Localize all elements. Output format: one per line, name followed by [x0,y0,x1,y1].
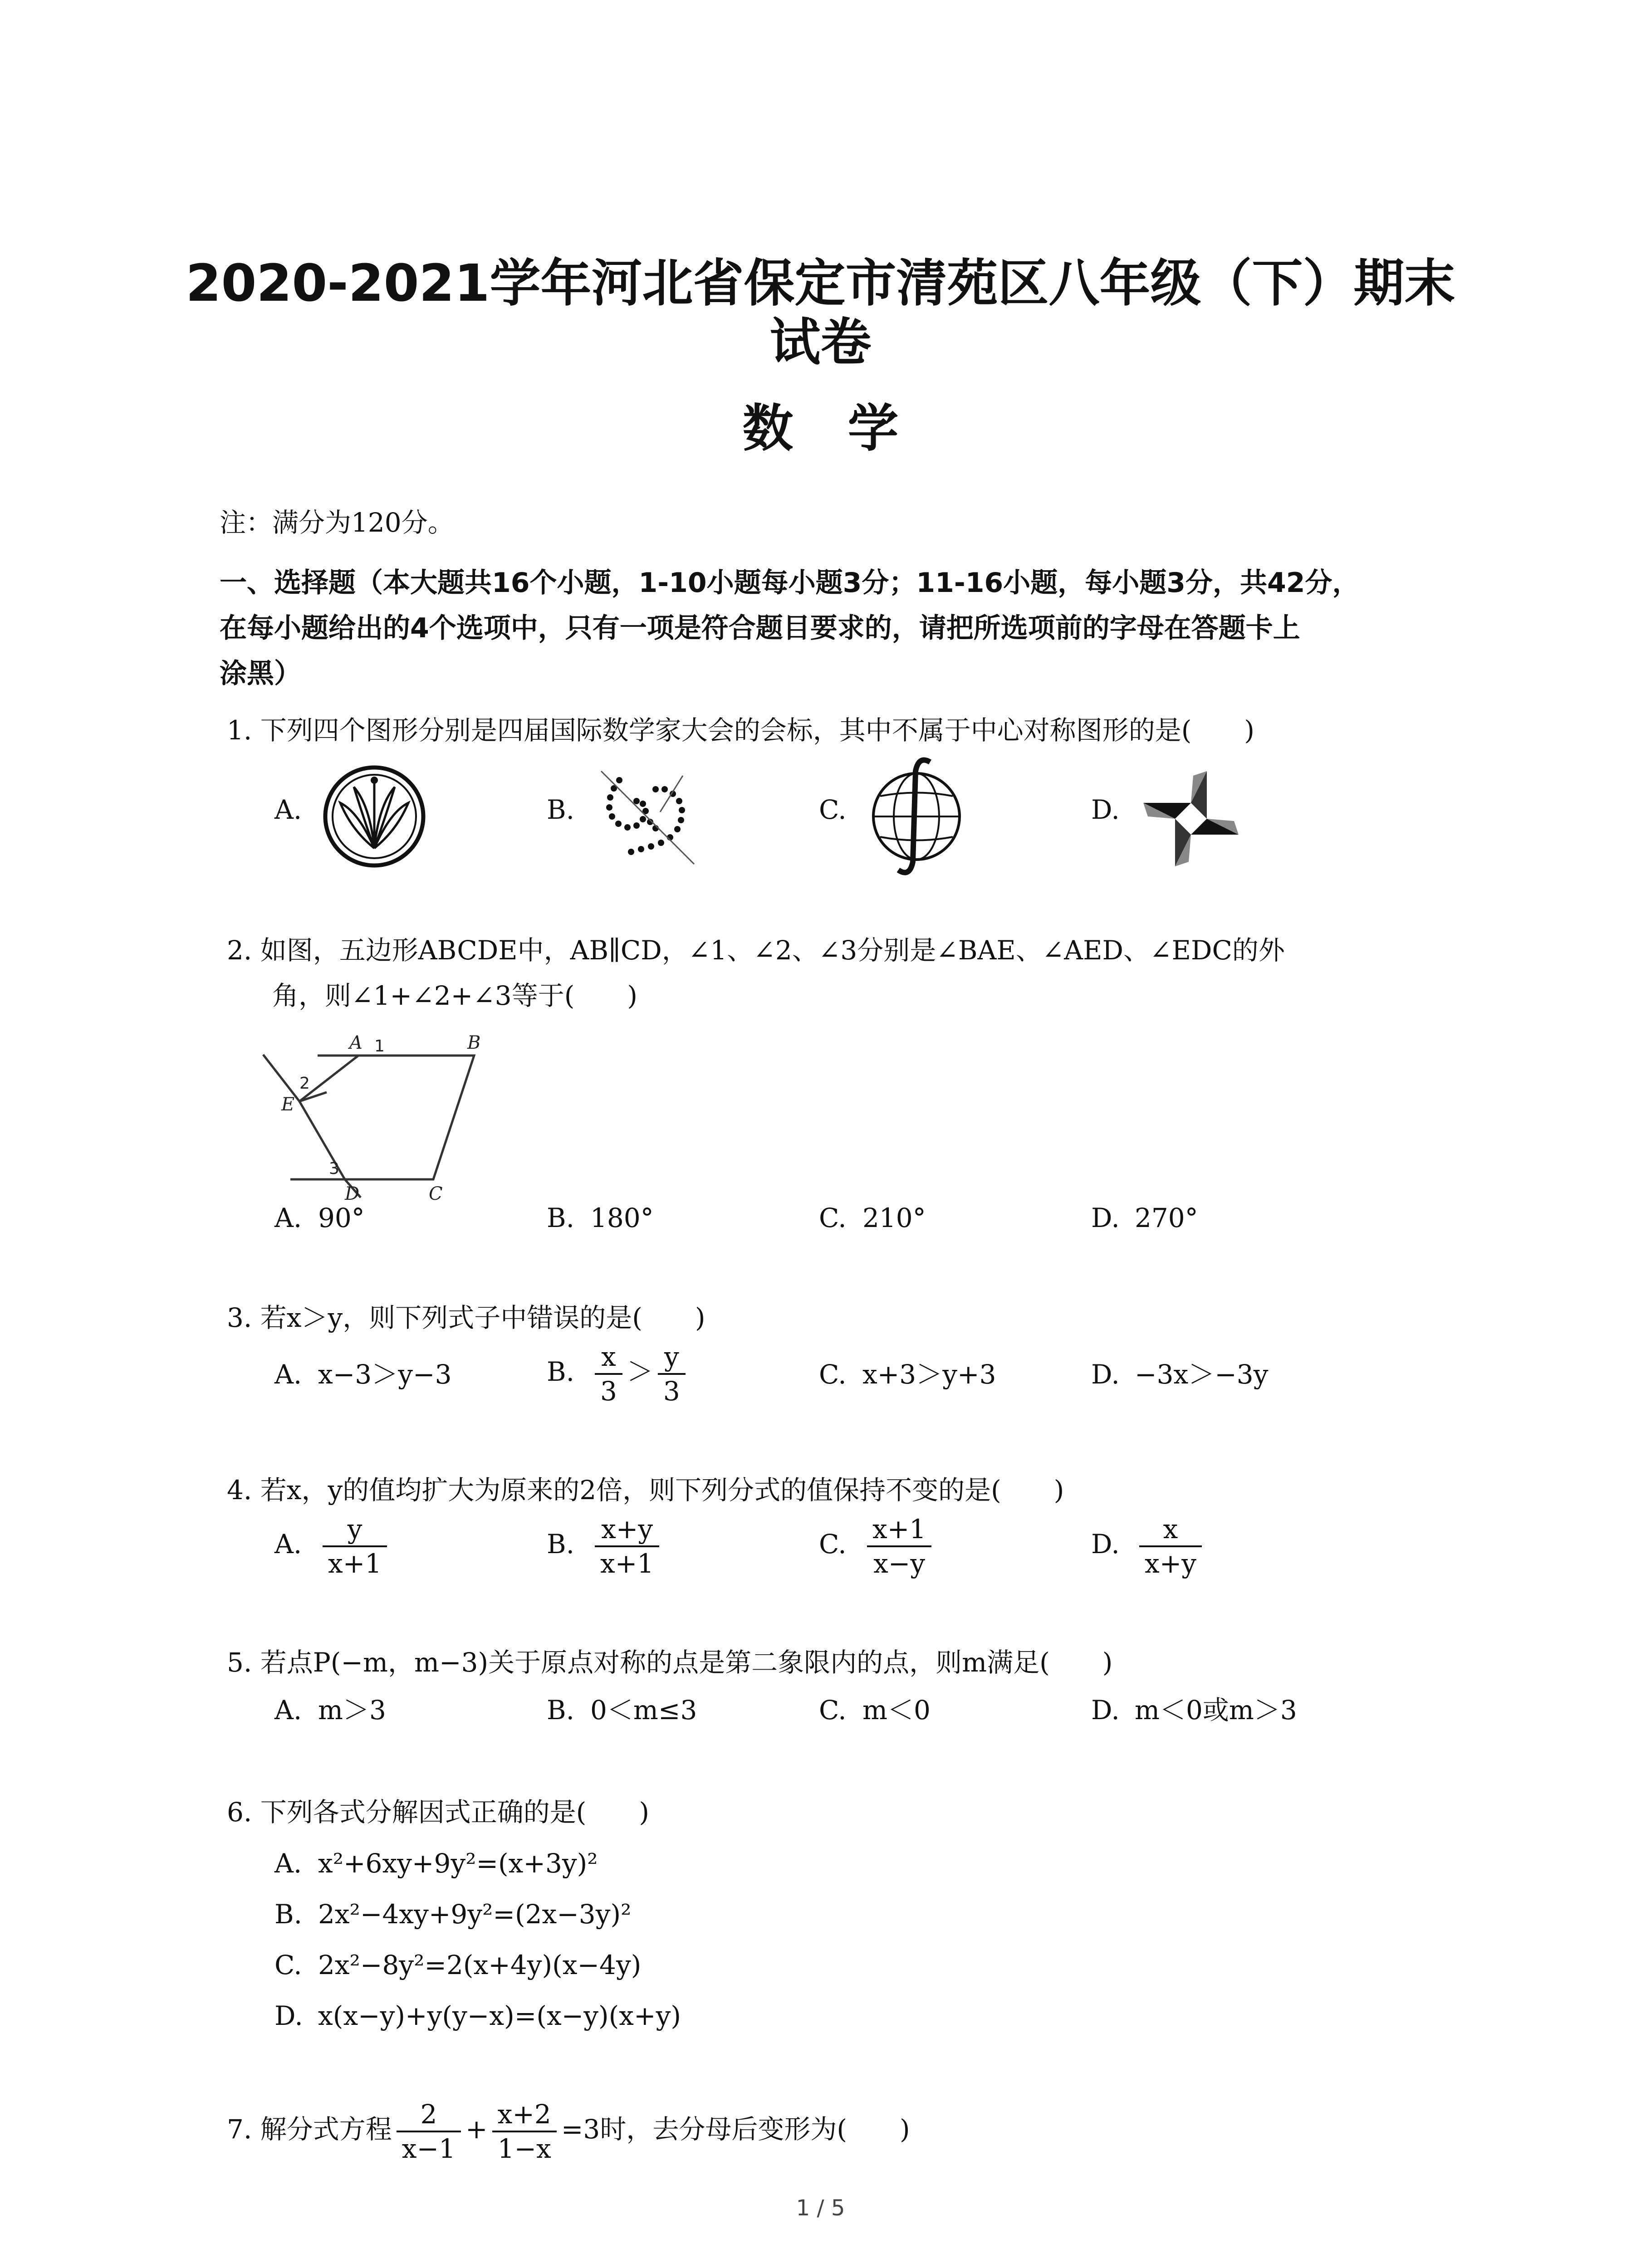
q6-option-a: A. x²+6xy+9y²=(x+3y)² [274,1848,598,1879]
q5-option-b: B. 0＜m≤3 [547,1695,697,1725]
q2-option-a: A. 90° [274,1202,365,1233]
q6-option-b: B. 2x²−4xy+9y²=(2x−3y)² [274,1899,632,1930]
q3-option-a: A. x−3＞y−3 [274,1359,452,1390]
q1-option-d-label: D. [1091,794,1120,825]
pentagon-figure [254,1030,508,1202]
circle-logo-icon [320,762,429,871]
q2-option-b: B. 180° [547,1202,654,1233]
vertex-c-label: C [429,1183,443,1202]
section1-line2: 在每小题给出的4个选项中，只有一项是符合题目要求的，请把所选项前的字母在答题卡上 [220,612,1300,644]
vertex-e-label: E [281,1094,295,1115]
q6-stem: 6. 下列各式分解因式正确的是( ) [227,1797,650,1828]
section1-line3: 涂黑） [220,658,301,689]
subject-title: 数学 [742,399,953,458]
q5-stem: 5. 若点P(−m，m−3)关于原点对称的点是第二象限内的点，则m满足( ) [227,1647,1113,1678]
spiral-dots-logo-icon [592,762,701,871]
vertex-d-label: D [345,1183,360,1202]
q4-option-c: C. $\frac{x+1}{x-y}$ [819,1513,936,1580]
page-number: 1 / 5 [796,2195,845,2221]
q5-option-d: D. m＜0或m＞3 [1091,1695,1297,1725]
q1-stem: 1. 下列四个图形分别是四届国际数学家大会的会标，其中不属于中心对称图形的是( ) [227,715,1255,746]
q1-option-b-label: B. [547,794,575,825]
q3-option-d: D. −3x＞−3y [1091,1359,1269,1390]
pinwheel-logo-icon [1139,767,1243,871]
score-note: 注：满分为120分。 [220,507,454,538]
q2-stem-line1: 2. 如图，五边形ABCDE中，AB∥CD，∠1、∠2、∠3分别是∠BAE、∠AED、∠EDC的外 [227,935,1285,966]
globe-integral-logo-icon [862,753,971,880]
q6-option-c: C. 2x²−8y²=2(x+4y)(x−4y) [274,1950,642,1980]
q4-option-a: A. $\frac{y}{x+1}$ [274,1513,392,1580]
q3-option-b: B. $\frac{x}{3}$ ＞ $\frac{y}{3}$ [547,1340,690,1408]
exam-title-line2: 试卷 [769,313,872,372]
q4-option-b: B. $\frac{x+y}{x+1}$ [547,1513,664,1580]
q1-option-c-label: C. [819,794,847,825]
exam-title-line1: 2020-2021学年河北省保定市清苑区八年级（下）期末 [186,254,1455,313]
q2-stem-line2: 角，则∠1+∠2+∠3等于( ) [272,980,637,1011]
angle-2-label: 2 [299,1074,310,1093]
angle-3-label: 3 [329,1159,339,1178]
q5-option-c: C. m＜0 [819,1695,931,1725]
q4-option-d: D. $\frac{x}{x+y}$ [1091,1513,1206,1580]
angle-1-label: 1 [374,1037,385,1056]
q3-option-c: C. x+3＞y+3 [819,1359,996,1390]
q1-option-a-label: A. [274,794,302,825]
q3-stem: 3. 若x＞y，则下列式子中错误的是( ) [227,1302,705,1333]
vertex-b-label: B [467,1032,481,1053]
vertex-a-label: A [349,1032,362,1053]
q2-option-c: C. 210° [819,1202,926,1233]
q6-option-d: D. x(x−y)+y(y−x)=(x−y)(x+y) [274,2000,681,2031]
q2-option-d: D. 270° [1091,1202,1198,1233]
q5-option-a: A. m＞3 [274,1695,386,1725]
q4-stem: 4. 若x，y的值均扩大为原来的2倍，则下列分式的值保持不变的是( ) [227,1475,1064,1505]
q7-stem: 7. 解分式方程 $\frac{2}{x-1}$ + $\frac{x+2}{1-x}$ =3时，去分母后变形为( ) [227,2099,910,2164]
section1-line1: 一、选择题（本大题共16个小题，1-10小题每小题3分；11-16小题，每小题3分，共42分， [220,567,1360,599]
